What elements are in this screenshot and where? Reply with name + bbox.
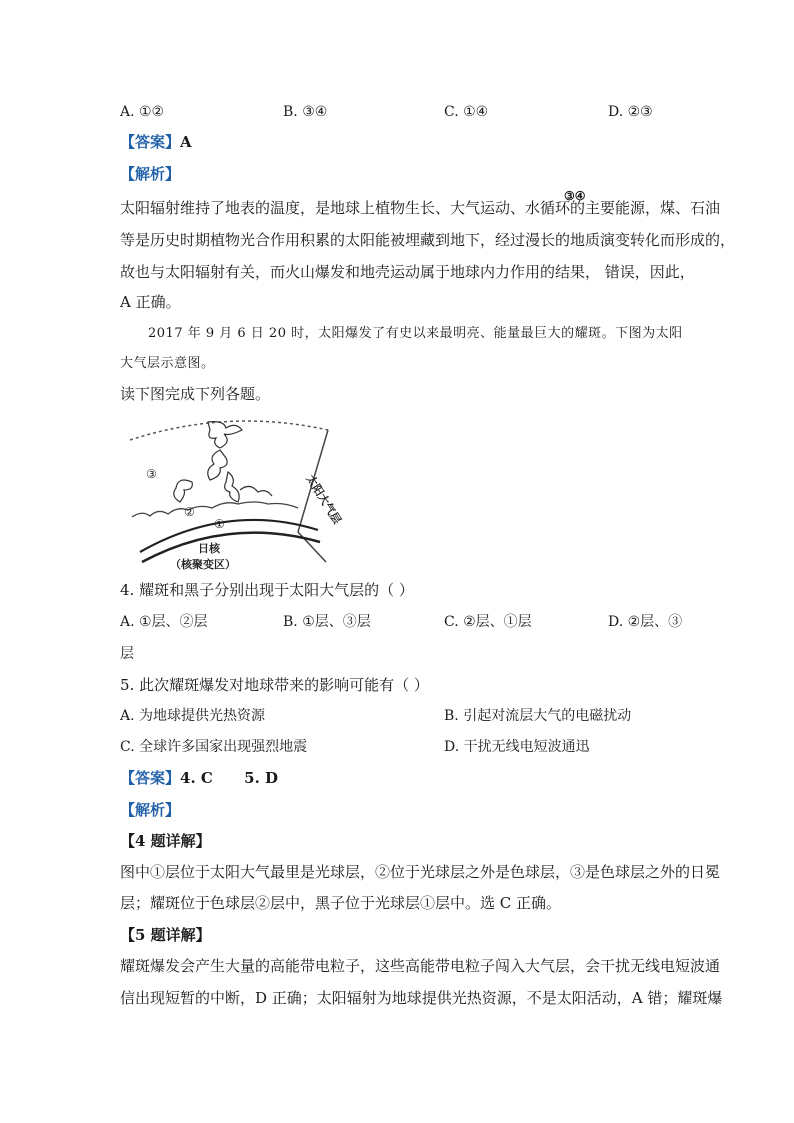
para1-line4: A 正确。 <box>120 293 181 311</box>
instruction: 读下图完成下列各题。 <box>120 385 271 403</box>
analysis-label-2: 【解析】 <box>120 801 181 819</box>
q5-option-c: C. 全球许多国家出现强烈地震 <box>120 739 308 755</box>
detail4-line1: 图中①层位于太阳大气最里是光球层，②位于光球层之外是色球层，③是色球层之外的日冕 <box>120 863 721 881</box>
q5-option-b: B. 引起对流层大气的电磁扰动 <box>444 708 632 724</box>
q4-option-b: B. ①层、③层 <box>283 614 371 630</box>
q4-option-a: A. ①层、②层 <box>120 614 208 630</box>
passage-line1: 2017 年 9 月 6 日 20 时，太阳爆发了有史以来最明亮、能量最巨大的耀斑。下图为太阳 <box>148 326 683 341</box>
q3-option-a: A. ①② <box>120 104 165 120</box>
detail5-line1: 耀斑爆发会产生大量的高能带电粒子，这些高能带电粒子闯入大气层，会干扰无线电短波通 <box>120 957 721 975</box>
detail4-label: 【4 题详解】 <box>120 832 211 850</box>
q3-option-c: C. ①④ <box>444 104 489 120</box>
detail5-line2: 信出现短暂的中断，D 正确；太阳辐射为地球提供光热资源，不是太阳活动，A 错；耀斑爆 <box>120 989 723 1007</box>
q5-stem: 5. 此次耀斑爆发对地球带来的影响可能有（ ） <box>120 676 429 694</box>
para1-line2: 等是历史时期植物光合作用积累的太阳能被埋藏到地下，经过漫长的地质演变转化而形成的， <box>120 231 736 249</box>
label-layer-2: ② <box>184 505 195 519</box>
label-layer-1: ① <box>214 517 225 531</box>
detail4-line2: 层；耀斑位于色球层②层中，黑子位于光球层①层中。选 C 正确。 <box>120 894 562 912</box>
solar-atmosphere-diagram <box>128 412 348 572</box>
label-core-sub: （核聚变区） <box>170 558 236 571</box>
para1-line1: 太阳辐射维持了地表的温度，是地球上植物生长、大气运动、水循环的主要能源，煤、石油 <box>120 199 721 217</box>
q5-option-a: A. 为地球提供光热资源 <box>120 708 266 724</box>
q4-option-c: C. ②层、①层 <box>444 614 532 630</box>
q4-option-d-cont: 层 <box>120 646 134 662</box>
q3-option-d: D. ②③ <box>608 104 653 120</box>
q3-option-b: B. ③④ <box>283 104 328 120</box>
detail5-label: 【5 题详解】 <box>120 926 211 944</box>
q4-stem: 4. 耀斑和黑子分别出现于太阳大气层的（ ） <box>120 581 414 599</box>
q5-option-d: D. 干扰无线电短波通迅 <box>444 739 590 755</box>
answer-value: A <box>180 133 192 151</box>
label-layer-3: ③ <box>146 467 157 481</box>
overlay-numbers: ③④ <box>564 189 586 203</box>
answer-row <box>120 132 192 152</box>
label-core: 日核 <box>198 542 220 555</box>
answer-value-2: 4. C 5. D <box>180 769 279 787</box>
answer-label-2: 【答案】 <box>120 769 181 787</box>
solar-atmosphere-figure <box>128 412 348 572</box>
passage-line2: 大气层示意图。 <box>120 356 215 371</box>
label-solar-atmosphere: 太阳大气层 <box>303 472 344 527</box>
analysis-label: 【解析】 <box>120 165 181 183</box>
answer-label: 【答案】 <box>120 133 181 151</box>
q4-option-d: D. ②层、③ <box>608 614 683 630</box>
answer-row-2 <box>120 768 278 788</box>
para1-line3: 故也与太阳辐射有关，而火山爆发和地壳运动属于地球内力作用的结果， 错误，因此， <box>120 263 695 281</box>
